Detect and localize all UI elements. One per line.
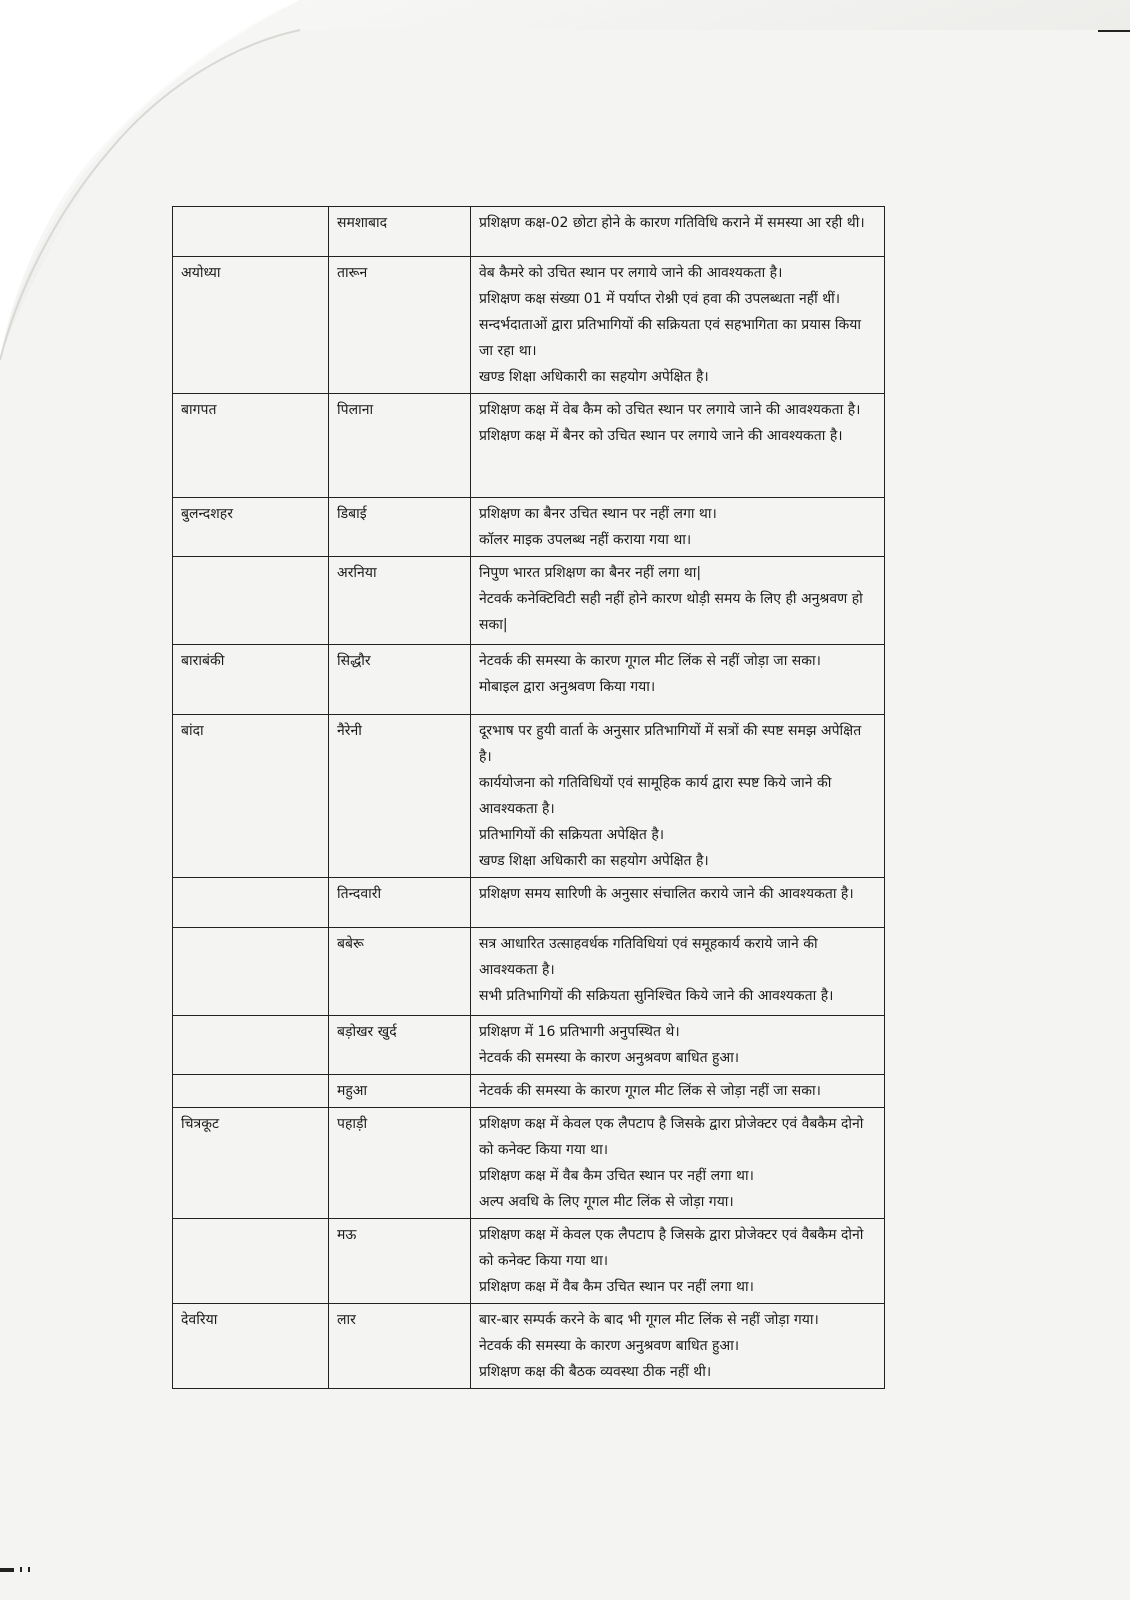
observation-text: सन्दर्भदाताओं द्वारा प्रतिभागियों की सक्रियता एवं सहभागिता का प्रयास किया जा रहा था। [479,317,862,359]
table-row [173,207,885,257]
table-row [173,498,885,557]
table-row [173,394,885,498]
observations-cell [471,557,885,645]
observation-text: प्रशिक्षण कक्ष में केवल एक लैपटाप है जिसके द्वारा प्रोजेक्टर एवं वैबकैम दोनो को कनेक्ट किया गया था। [479,1227,864,1269]
table-row [173,928,885,1016]
table-row [173,1304,885,1389]
table-row [173,257,885,394]
table-row [173,715,885,878]
observations-cell [471,1016,885,1075]
observation-text: प्रशिक्षण कक्ष में वैब कैम उचित स्थान पर नहीं लगा था। [479,1168,754,1184]
observations-cell [471,498,885,557]
observation-text: प्रशिक्षण में 16 प्रतिभागी अनुपस्थित थे। [479,1024,680,1040]
block-cell: पिलाना [329,394,471,498]
district-cell [173,557,329,645]
observation-text: कॉलर माइक उपलब्ध नहीं कराया गया था। [479,532,692,548]
district-cell [173,1016,329,1075]
district-cell: अयोध्या [173,257,329,394]
table-body [173,207,885,1389]
observation-text: नेटवर्क की समस्या के कारण अनुश्रवण बाधित हुआ। [479,1338,740,1354]
observations-cell [471,1304,885,1389]
block-cell: बबेरू [329,928,471,1016]
observations-cell [471,257,885,394]
scan-mark-bottom-left-dot [20,1567,22,1572]
table-row [173,1016,885,1075]
district-cell: बाराबंकी [173,645,329,715]
district-cell: चित्रकूट [173,1108,329,1219]
block-cell: मऊ [329,1219,471,1304]
observation-text: बार-बार सम्पर्क करने के बाद भी गूगल मीट लिंक से नहीं जोड़ा गया। [479,1312,819,1328]
block-cell: तिन्दवारी [329,878,471,928]
district-cell [173,928,329,1016]
district-cell [173,878,329,928]
district-cell: बांदा [173,715,329,878]
observations-cell [471,645,885,715]
observation-text: नेटवर्क की समस्या के कारण गूगल मीट लिंक से जोड़ा नहीं जा सका। [479,1083,821,1099]
observation-text: प्रतिभागियों की सक्रियता अपेक्षित है। [479,827,665,843]
block-cell: सिद्धौर [329,645,471,715]
district-cell [173,207,329,257]
observation-text: नेटवर्क कनेक्टिविटी सही नहीं होने कारण थोड़ी समय के लिए ही अनुश्रवण हो सका| [479,591,863,633]
district-cell: बुलन्दशहर [173,498,329,557]
observation-text: अल्प अवधि के लिए गूगल मीट लिंक से जोड़ा गया। [479,1194,734,1210]
scan-mark-bottom-left [0,1568,14,1572]
observation-text: कार्ययोजना को गतिविधियों एवं सामूहिक कार्य द्वारा स्पष्ट किये जाने की आवश्यकता है। [479,775,832,817]
table-row [173,1075,885,1108]
block-cell: पहाड़ी [329,1108,471,1219]
observations-cell [471,1108,885,1219]
observation-text: नेटवर्क की समस्या के कारण अनुश्रवण बाधित हुआ। [479,1050,740,1066]
district-cell [173,1075,329,1108]
observations-cell [471,928,885,1016]
scan-mark-top-right [1098,30,1130,32]
observation-text: प्रशिक्षण कक्ष-02 छोटा होने के कारण गतिविधि कराने में समस्या आ रही थी। [479,215,865,231]
district-cell: बागपत [173,394,329,498]
observation-text: निपुण भारत प्रशिक्षण का बैनर नहीं लगा था| [479,565,702,581]
table-row [173,1108,885,1219]
observations-cell [471,1219,885,1304]
observation-text: प्रशिक्षण कक्ष की बैठक व्यवस्था ठीक नहीं थी। [479,1364,712,1380]
observation-text: प्रशिक्षण कक्ष में केवल एक लैपटाप है जिसके द्वारा प्रोजेक्टर एवं वैबकैम दोनो को कनेक्ट किया गया था। [479,1116,864,1158]
block-cell: अरनिया [329,557,471,645]
table-row [173,878,885,928]
observation-text: वेब कैमरे को उचित स्थान पर लगाये जाने की आवश्यकता है। [479,265,783,281]
observation-text: खण्ड शिक्षा अधिकारी का सहयोग अपेक्षित है। [479,853,709,869]
monitoring-report-table [172,206,885,1389]
table-row [173,557,885,645]
table-row [173,645,885,715]
district-cell: देवरिया [173,1304,329,1389]
observation-text: प्रशिक्षण कक्ष में बैनर को उचित स्थान पर लगाये जाने की आवश्यकता है। [479,428,843,444]
table-row [173,1219,885,1304]
block-cell: तारून [329,257,471,394]
block-cell: लार [329,1304,471,1389]
block-cell: बड़ोखर खुर्द [329,1016,471,1075]
observation-text: सभी प्रतिभागियों की सक्रियता सुनिश्चित किये जाने की आवश्यकता है। [479,988,834,1004]
observations-cell [471,1075,885,1108]
observations-cell [471,207,885,257]
observations-cell [471,878,885,928]
block-cell: डिबाई [329,498,471,557]
observation-text: नेटवर्क की समस्या के कारण गूगल मीट लिंक से नहीं जोड़ा जा सका। [479,653,821,669]
block-cell: महुआ [329,1075,471,1108]
observation-text: प्रशिक्षण का बैनर उचित स्थान पर नहीं लगा था। [479,506,717,522]
block-cell: समशाबाद [329,207,471,257]
observation-text: सत्र आधारित उत्साहवर्धक गतिविधियां एवं समूहकार्य कराये जाने की आवश्यकता है। [479,936,818,978]
observations-cell [471,394,885,498]
district-cell [173,1219,329,1304]
observation-text: खण्ड शिक्षा अधिकारी का सहयोग अपेक्षित है। [479,369,709,385]
observation-text: प्रशिक्षण समय सारिणी के अनुसार संचालित कराये जाने की आवश्यकता है। [479,886,854,902]
observations-cell [471,715,885,878]
observation-text: प्रशिक्षण कक्ष में वैब कैम उचित स्थान पर नहीं लगा था। [479,1279,754,1295]
observation-text: प्रशिक्षण कक्ष में वेब कैम को उचित स्थान पर लगाये जाने की आवश्यकता है। [479,402,861,418]
block-cell: नैरेनी [329,715,471,878]
observation-text: दूरभाष पर हुयी वार्ता के अनुसार प्रतिभागियों में सत्रों की स्पष्ट समझ अपेक्षित है। [479,723,862,765]
scan-mark-bottom-left-dot2 [28,1567,30,1572]
observation-text: प्रशिक्षण कक्ष संख्या 01 में पर्याप्त रोश्नी एवं हवा की उपलब्धता नहीं थीं। [479,291,841,307]
observation-text: मोबाइल द्वारा अनुश्रवण किया गया। [479,679,656,695]
